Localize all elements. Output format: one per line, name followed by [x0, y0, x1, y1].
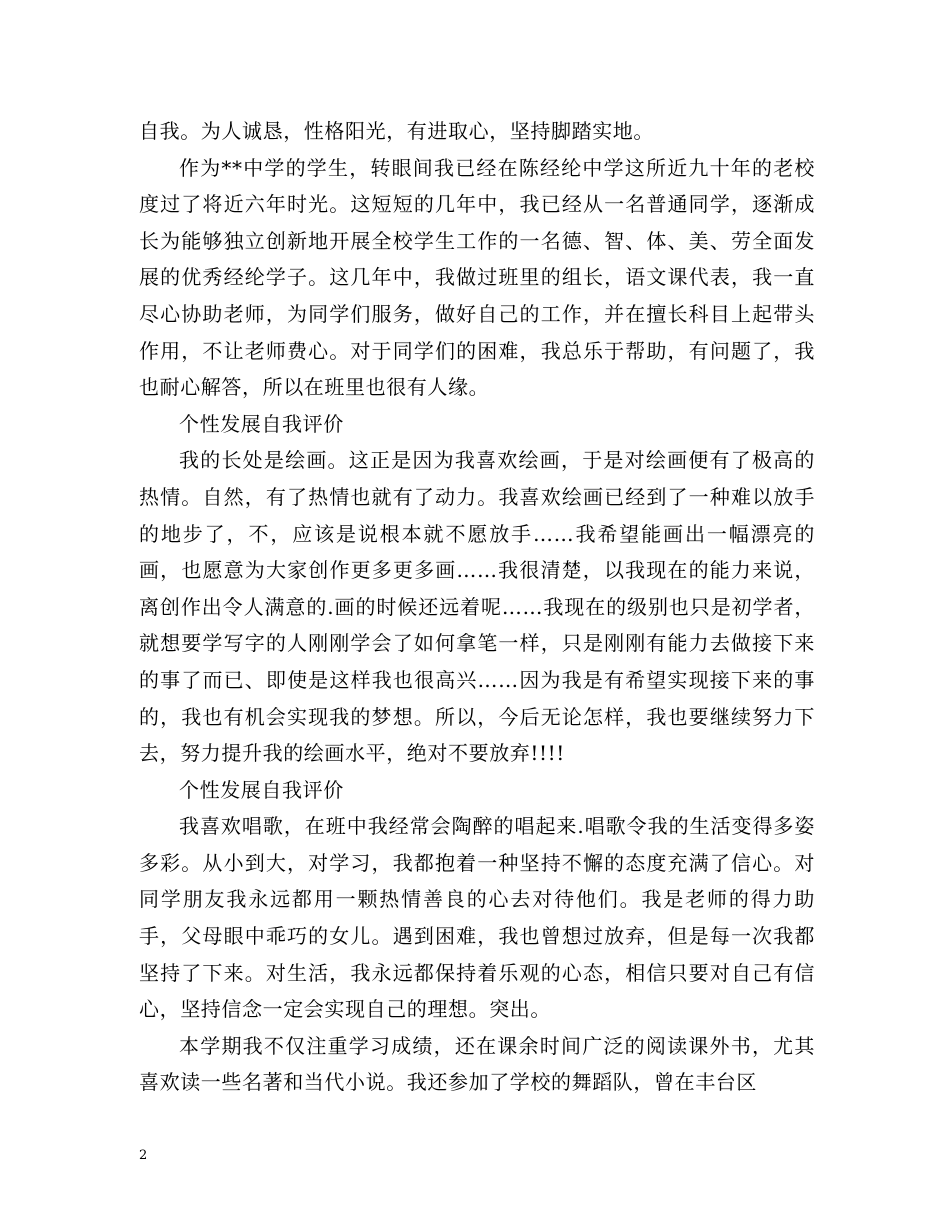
- paragraph-1: 自我。为人诚恳，性格阳光，有进取心，坚持脚踏实地。: [139, 119, 654, 143]
- document-body: [139, 113, 815, 1101]
- section-heading-2: 个性发展自我评价: [179, 777, 344, 802]
- paragraph-4: 我喜欢唱歌，在班中我经常会陶醉的唱起来.唱歌令我的生活变得多姿多彩。从小到大，对学习，我都抱着一种坚持不懈的态度充满了信心。对同学朋友我永远都用一颗热情善良的心去对待他们。我是老师的得力助手，父母眼中乖巧的女儿。遇到困难，我也曾想过放弃，但是每一次我都坚持了下来。对生活，我永远都保持着乐观的心态，相信只要对自己有信心，坚持信念一定会实现自己的理想。突出。: [139, 814, 815, 1022]
- page-number: 2: [139, 1148, 148, 1163]
- paragraph-3: 我的长处是绘画。这正是因为我喜欢绘画，于是对绘画便有了极高的热情。自然，有了热情也就有了动力。我喜欢绘画已经到了一种难以放手的地步了，不，应该是说根本就不愿放手……我希望能画出一幅漂亮的画，也愿意为大家创作更多更多画……我很清楚，以我现在的能力来说，离创作出令人满意的.画的时候还远着呢……我现在的级别也只是初学者，就想要学写字的人刚刚学会了如何拿笔一样，只是刚刚有能力去做接下来的事了而已、即使是这样我也很高兴……因为我是有希望实现接下来的事的，我也有机会实现我的梦想。所以，今后无论怎样，我也要继续努力下去，努力提升我的绘画水平，绝对不要放弃!!!!: [139, 448, 815, 766]
- paragraph-2: 作为**中学的学生，转眼间我已经在陈经纶中学这所近九十年的老校度过了将近六年时光。这短短的几年中，我已经从一名普通同学，逐渐成长为能够独立创新地开展全校学生工作的一名德、智、体、美、劳全面发展的优秀经纶学子。这几年中，我做过班里的组长，语文课代表，我一直尽心协助老师，为同学们服务，做好自己的工作，并在擅长科目上起带头作用，不让老师费心。对于同学们的困难，我总乐于帮助，有问题了，我也耐心解答，所以在班里也很有人缘。: [139, 155, 815, 400]
- paragraph-5: 本学期我不仅注重学习成绩，还在课余时间广泛的阅读课外书，尤其喜欢读一些名著和当代小说。我还参加了学校的舞蹈队，曾在丰台区: [139, 1033, 815, 1095]
- section-heading-1: 个性发展自我评价: [179, 411, 344, 436]
